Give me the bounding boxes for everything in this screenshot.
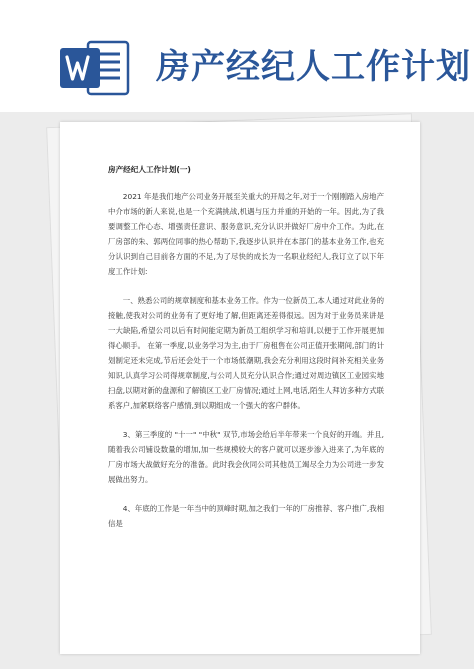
paragraph-section-3: 3、第三季度的 "十一" "中秋" 双节,市场会给后半年带来一个良好的开端。并且,随着我公司铺设数量的增加,加一些规模较大的客户就可以逐步渗入进来了,为年底的厂房市场大战做好充分的准备。此时我会伙同公司其他员工竭尽全力为公司进一步发展做出努力。 — [108, 430, 384, 484]
word-document-icon — [58, 36, 130, 100]
page-title: 房产经纪人工作计划 — [156, 47, 471, 87]
document-content — [108, 162, 384, 545]
document-page — [60, 122, 420, 654]
banner — [0, 0, 474, 112]
document-heading: 房产经纪人工作计划(一) — [108, 165, 191, 174]
paragraph-section-1: 一、熟悉公司的规章制度和基本业务工作。作为一位新员工,本人通过对此业务的接触,使我对公司的业务有了更好地了解,但距离还差得很远。因为对于业务员来讲是一大缺陷,希望公司以后有时间能定期为新员工组织学习和培训,以便于工作开展更加得心顺手。 在第一季度,以业务学习为主,由于厂房租售在公司正值开张期间,部门的计划制定还未完成,节后还会处于一个市场低潮期,我会充分利用这段时间补充相关业务知识,认真学习公司得规章制度,与公司人员充分认识合作;通过对周边镇区工业园实地扫盘,以期对新的盘源和了解镇区工业厂房情况;通过上网,电话,陌生人拜访多种方式联系客户,加紧联络客户感情,到以期组成一个强大的客户群体。 — [108, 296, 384, 410]
paragraph-section-4: 4、年底的工作是一年当中的顶峰时期,加之我们一年的厂房推荐、客户推广,我相信是 — [108, 504, 384, 528]
paragraph-intro: 2021 年是我们地产公司业务开展至关重大的开局之年,对于一个刚刚踏入房地产中介市场的新人来说,也是一个充满挑战,机遇与压力并重的开始的一年。因此,为了我要调整工作心态、增强责任意识、服务意识,充分认识并做好厂房中介工作。为此,在厂房部的朱、郭两位同事的热心帮助下,我逐步认识并在本部门的基本业务工作,也充分认识到自己目前各方面的不足,为了尽快的成长为一名职业经纪人,我订立了以下年度工作计划: — [108, 192, 384, 276]
